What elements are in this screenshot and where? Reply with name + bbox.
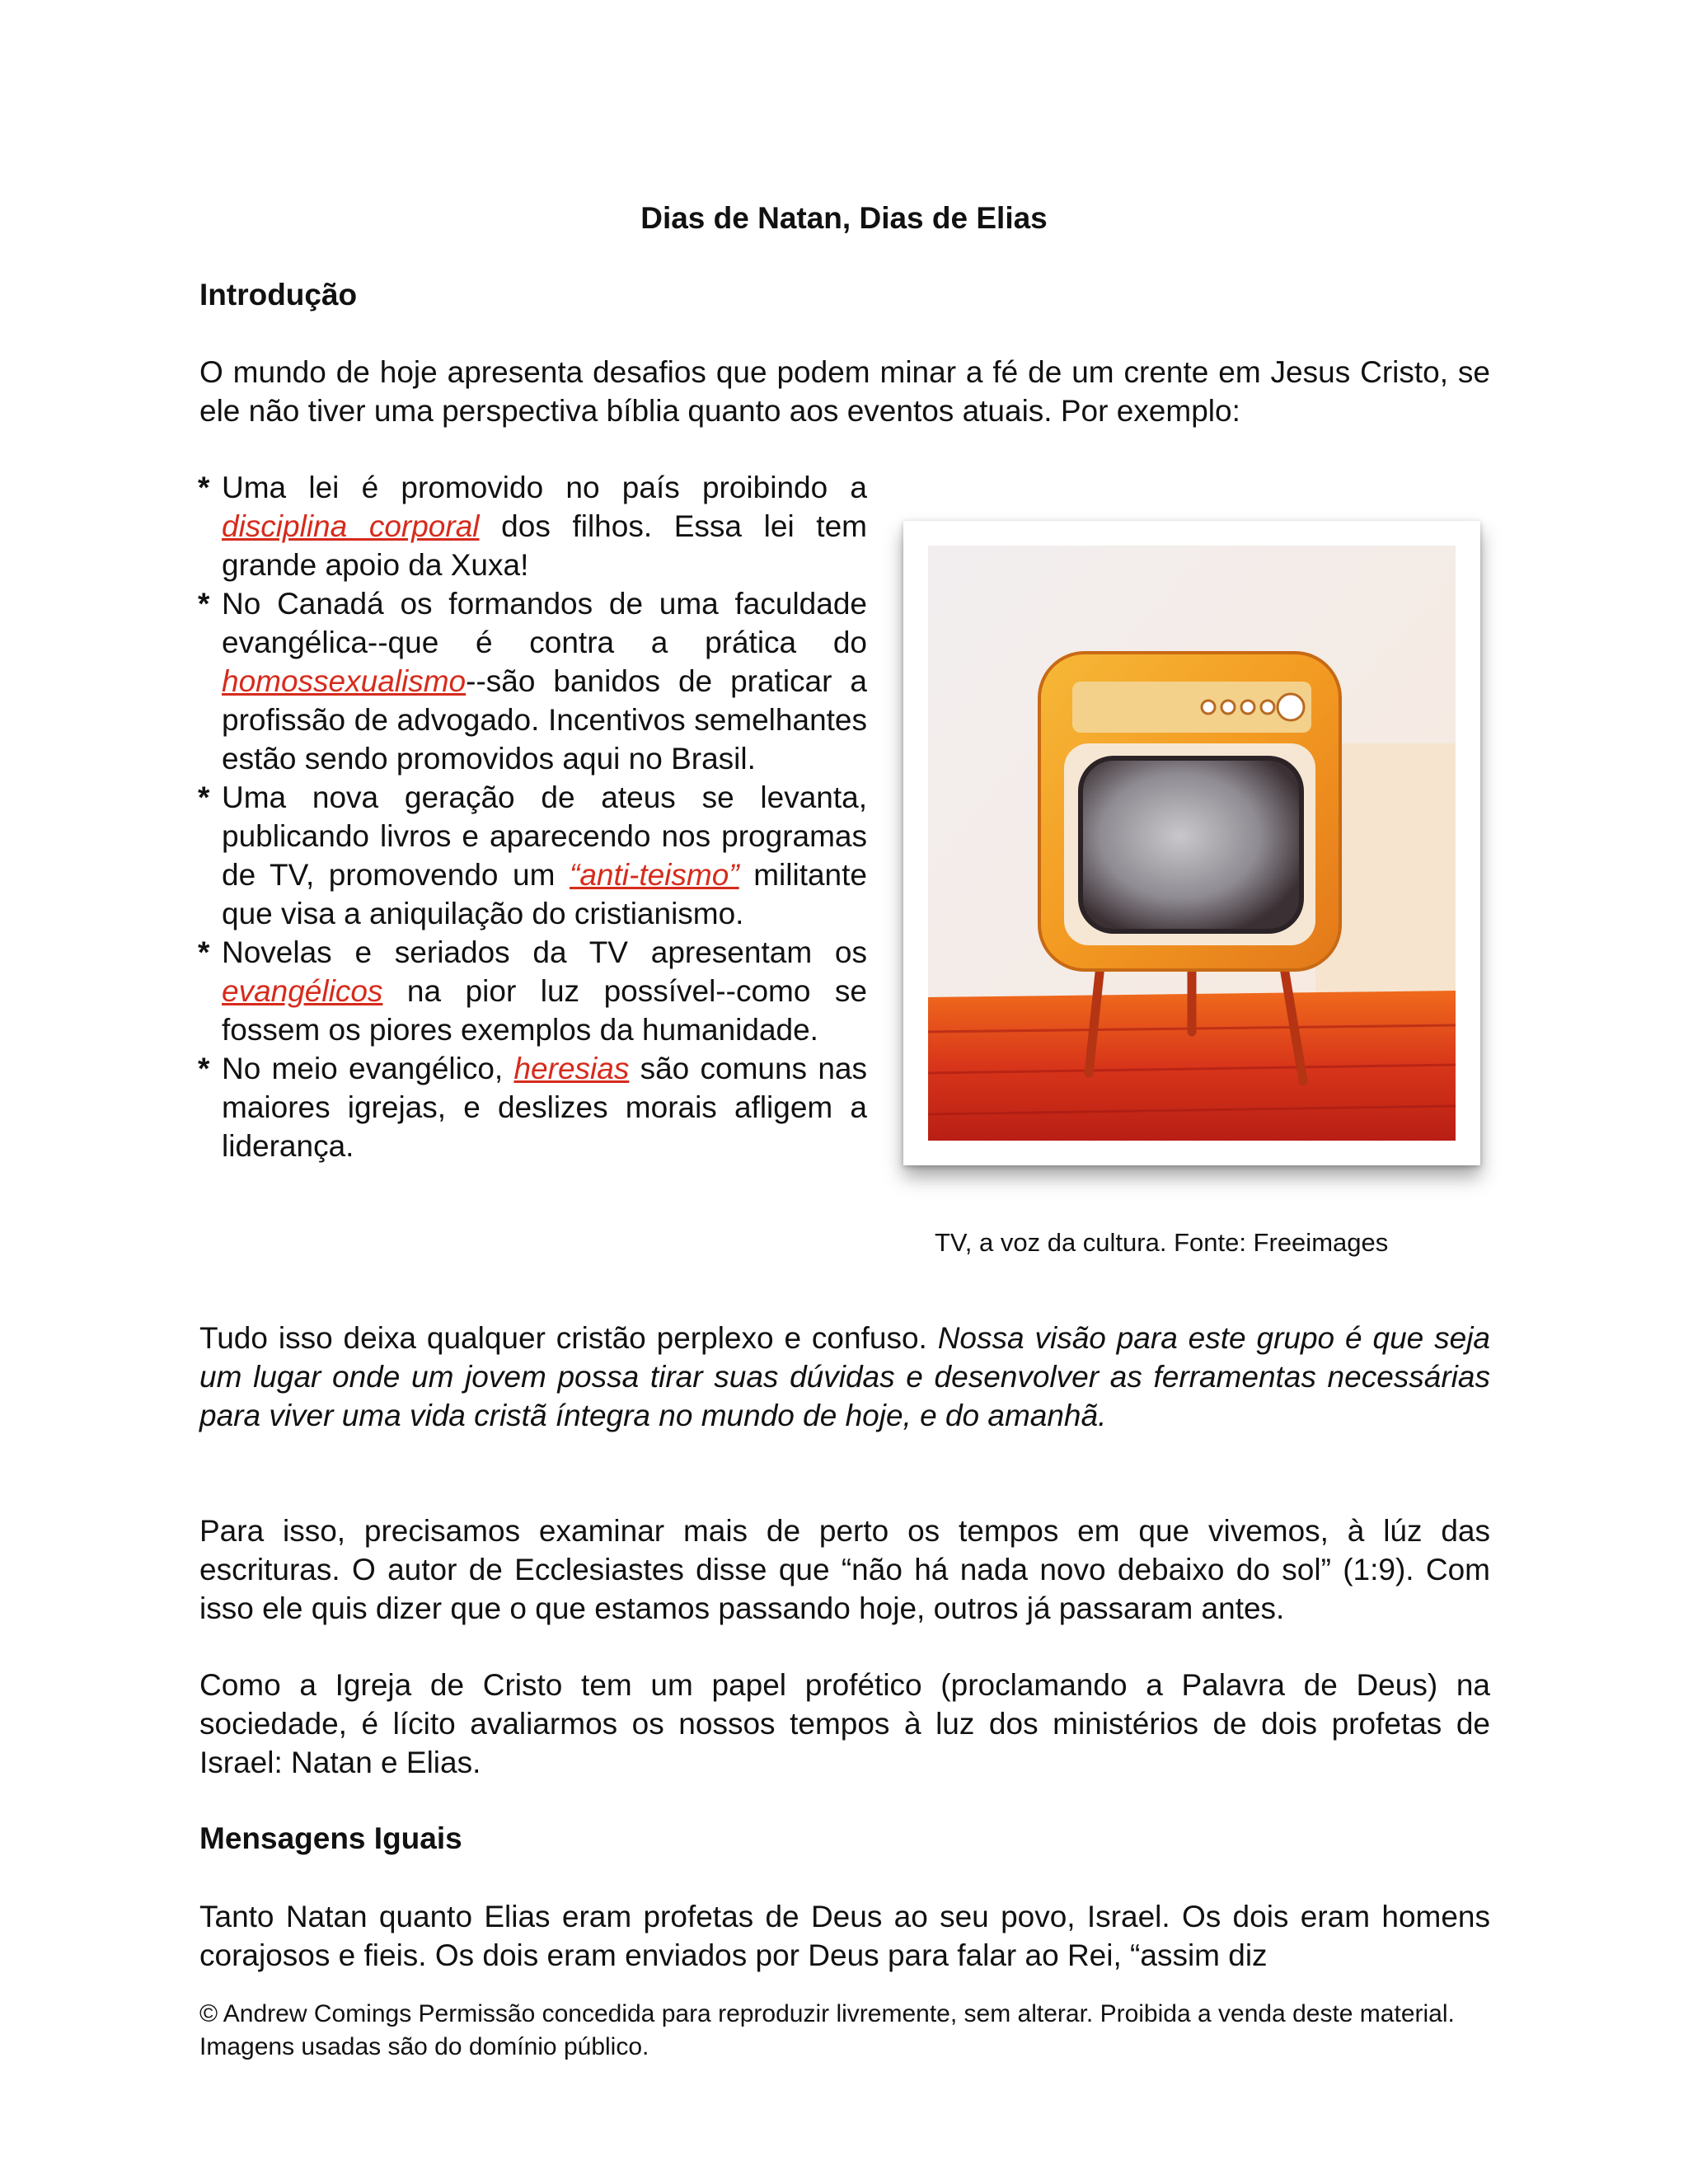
bullet-text: Uma nova geração de ateus se levanta, publicando livros e aparecendo nos programas de TV, promovendo um	[222, 780, 867, 892]
list-item	[198, 933, 867, 1049]
bullet-text: No Canadá os formandos de uma faculdade evangélica--que é contra a prática do	[222, 587, 867, 659]
bullet-star: *	[198, 1052, 210, 1085]
paragraph-ecclesiastes: Para isso, precisamos examinar mais de perto os tempos em que vivemos, à lúz das escrituras. O autor de Ecclesiastes disse que “não há nada novo debaixo do sol” (1:9). Com isso ele quis dizer que o que estamos passando hoje, outros já passaram antes.	[199, 1514, 1490, 1625]
paragraph-vision-plain: Tudo isso deixa qualquer cristão perplexo e confuso.	[199, 1321, 938, 1355]
list-item	[198, 468, 867, 584]
list-item	[198, 778, 867, 933]
bullet-text: são comuns nas maiores igrejas, e deslizes morais afligem a liderança.	[222, 1052, 867, 1163]
bullet-text: --são banidos de praticar a profissão de advogado. Incentivos semelhantes estão sendo promovidos aqui no Brasil.	[222, 664, 867, 776]
paragraph-vision-italic: Nossa visão para este grupo é que seja um lugar onde um jovem possa tirar suas dúvidas e desenvolver as ferramentas necessárias para viver uma vida cristã íntegra no mundo de hoje, e do amanhã.	[199, 1321, 1490, 1432]
bullet-text: Uma lei é promovido no país proibindo a	[222, 471, 867, 504]
heading-mensagens-iguais: Mensagens Iguais	[199, 1821, 462, 1855]
list-item	[198, 584, 867, 778]
retro-tv-image	[928, 546, 1456, 1141]
paragraph-vision	[199, 1319, 1490, 1435]
tv-screen	[1081, 758, 1301, 931]
copyright-footer: © Andrew Comings Permissão concedida para reproduzir livremente, sem alterar. Proibida a venda deste material. Imagens usadas são do domínio público.	[199, 2000, 1455, 2060]
list-item	[198, 1049, 867, 1165]
bullet-star: *	[198, 935, 210, 969]
paragraph-church: Como a Igreja de Cristo tem um papel profético (proclamando a Palavra de Deus) na sociedade, é lícito avaliarmos os nossos tempos à luz dos ministérios de dois profetas de Israel: Natan e Elias.	[199, 1668, 1490, 1779]
bullet-star: *	[198, 780, 210, 814]
bullet-text: na pior luz possível--como se fossem os piores exemplos da humanidade.	[222, 974, 867, 1047]
document-title: Dias de Natan, Dias de Elias	[640, 201, 1048, 235]
bullet-star: *	[198, 471, 210, 504]
link-homossexualismo[interactable]: homossexualismo	[222, 664, 467, 698]
examples-list	[198, 468, 867, 1165]
link-heresias[interactable]: heresias	[513, 1052, 630, 1085]
bullet-text: No meio evangélico,	[222, 1052, 514, 1085]
bullet-text: militante que visa a aniquilação do cristianismo.	[222, 858, 867, 930]
link-disciplina-corporal[interactable]: disciplina corporal	[222, 509, 480, 543]
heading-introducao: Introdução	[199, 278, 358, 312]
intro-paragraph: O mundo de hoje apresenta desafios que podem minar a fé de um crente em Jesus Cristo, se ele não tiver uma perspectiva bíblia quanto aos eventos atuais. Por exemplo:	[199, 355, 1490, 428]
bullet-star: *	[198, 587, 210, 621]
tv-photo-frame	[903, 521, 1480, 1165]
bullet-text: dos filhos. Essa lei tem grande apoio da Xuxa!	[222, 509, 867, 582]
link-anti-teismo[interactable]: “anti-teismo”	[570, 858, 739, 892]
paragraph-messages: Tanto Natan quanto Elias eram profetas de Deus ao seu povo, Israel. Os dois eram homens corajosos e fieis. Os dois eram enviados por Deus para falar ao Rei, “assim diz	[199, 1900, 1490, 1972]
image-caption: TV, a voz da cultura. Fonte: Freeimages	[935, 1228, 1389, 1257]
bullet-text: Novelas e seriados da TV apresentam os	[222, 935, 867, 969]
link-evangelicos[interactable]: evangélicos	[222, 974, 383, 1008]
